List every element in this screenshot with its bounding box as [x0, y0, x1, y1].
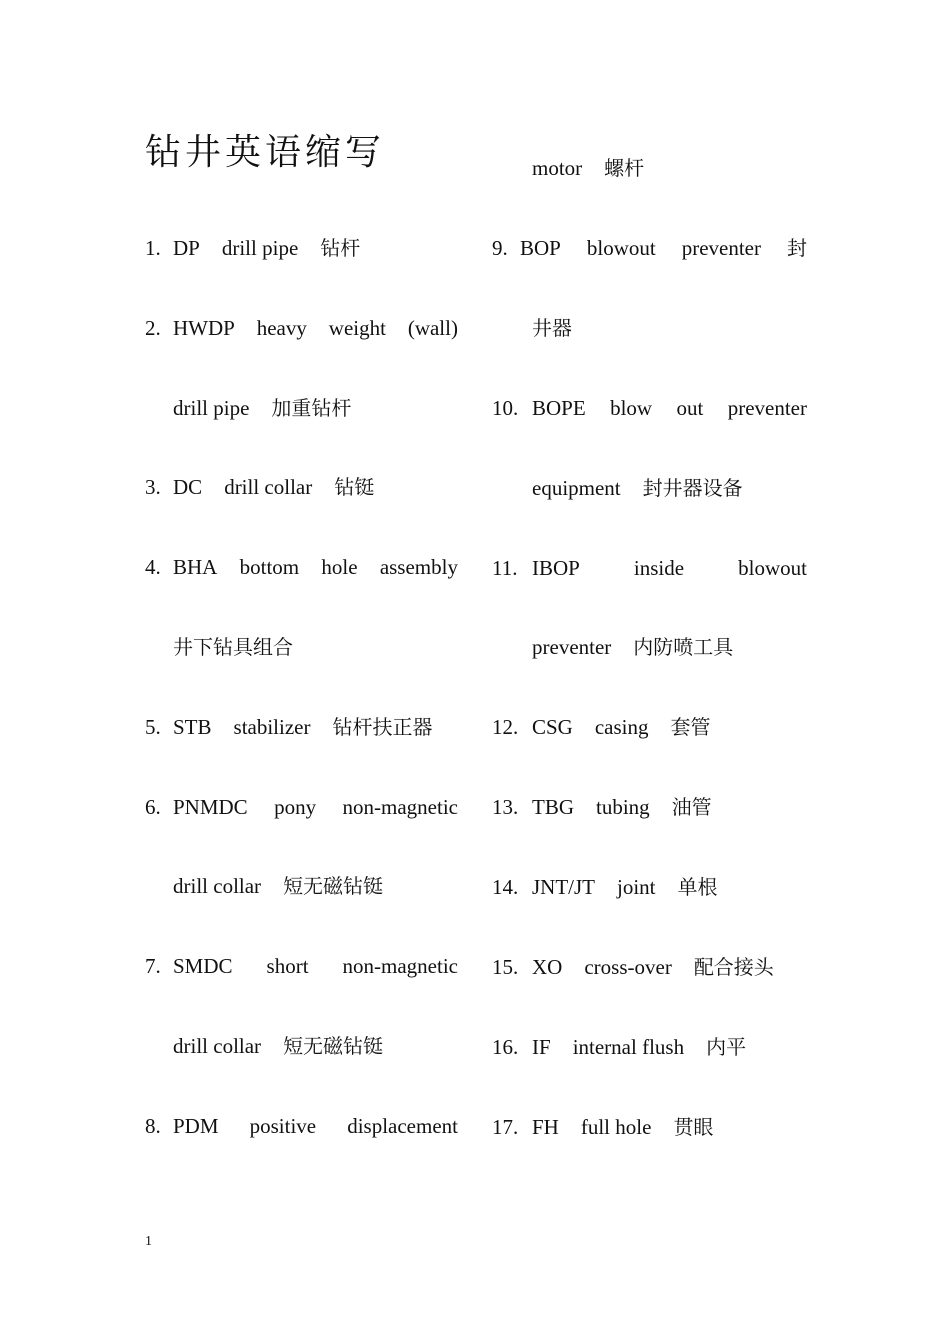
term-line [492, 473, 807, 503]
english-term: SMDC [173, 954, 233, 979]
term-line [145, 233, 458, 263]
english-term: full hole [580, 1114, 652, 1139]
english-term: assembly [379, 555, 458, 580]
english-term: BOP [520, 235, 561, 260]
english-term: STB [173, 714, 212, 739]
term-text [173, 951, 458, 981]
english-term: out [676, 395, 704, 420]
english-term: (wall) [407, 315, 458, 340]
english-term: weight [328, 315, 386, 340]
english-term: casing [594, 715, 649, 740]
term-text [532, 952, 807, 982]
english-term: CSG [532, 715, 573, 740]
term-line [145, 871, 458, 901]
term-text [532, 792, 807, 822]
english-term: HWDP [173, 315, 235, 340]
english-term: IBOP [532, 555, 580, 580]
english-term: heavy [256, 315, 307, 340]
item-number: 1. [145, 236, 161, 260]
chinese-term: 配合接头 [693, 955, 774, 979]
term-line [145, 951, 458, 981]
term-text [173, 233, 458, 263]
item-number: 17. [492, 1114, 519, 1139]
english-term: DC [173, 475, 203, 500]
item-number: 3. [145, 475, 161, 500]
item-number: 13. [492, 795, 519, 820]
english-term: PDM [173, 1113, 219, 1138]
english-term: drill collar [173, 1034, 262, 1058]
term-text [532, 553, 807, 583]
term-line [492, 872, 807, 902]
english-term: tubing [596, 795, 650, 820]
page-number: 1 [145, 1234, 152, 1249]
term-line [492, 393, 807, 423]
chinese-term: 封 [787, 235, 807, 260]
english-term: stabilizer [233, 714, 311, 739]
english-term: DP [173, 236, 200, 260]
english-term: IF [532, 1034, 551, 1059]
term-text [532, 153, 807, 183]
english-term: non-magnetic [342, 794, 458, 819]
term-line [145, 1111, 458, 1141]
english-term: blow [610, 395, 653, 420]
chinese-term: 套管 [670, 715, 711, 740]
term-line [492, 1112, 807, 1142]
chinese-term: 短无磁钻铤 [283, 1034, 384, 1058]
chinese-term: 钻铤 [334, 475, 375, 500]
term-line [492, 632, 807, 662]
term-line [145, 393, 458, 423]
english-term: XO [532, 955, 563, 979]
english-term: TBG [532, 795, 574, 820]
english-term: BHA [173, 555, 218, 580]
english-term: preventer [681, 235, 761, 260]
english-term: bottom [239, 555, 300, 580]
english-term: BOPE [532, 395, 586, 420]
english-term: displacement [347, 1113, 458, 1138]
term-text [532, 872, 807, 902]
english-term: inside [633, 555, 685, 580]
chinese-term: 内防喷工具 [633, 635, 734, 660]
chinese-term: 井下钻具组合 [173, 635, 293, 659]
term-line [492, 313, 807, 343]
chinese-term: 螺杆 [604, 156, 645, 180]
english-term: joint [617, 875, 656, 900]
item-number: 14. [492, 875, 519, 900]
term-text [532, 393, 807, 423]
term-line [492, 153, 807, 183]
page-title: 钻井英语缩写 [145, 132, 386, 173]
item-number: 2. [145, 315, 161, 340]
term-line [145, 1031, 458, 1061]
chinese-term: 短无磁钻铤 [283, 874, 384, 899]
item-number: 15. [492, 955, 519, 979]
term-text [173, 792, 458, 822]
term-line [145, 552, 458, 582]
term-text [173, 313, 458, 343]
term-text [532, 712, 807, 742]
term-line [145, 792, 458, 822]
chinese-term: 井器 [532, 315, 572, 340]
english-term: internal flush [572, 1034, 685, 1059]
english-term: PNMDC [173, 794, 248, 819]
chinese-term: 封井器设备 [642, 475, 743, 500]
chinese-term: 单根 [677, 875, 718, 900]
item-number: 5. [145, 714, 161, 739]
english-term: hole [321, 555, 358, 580]
english-term: short [266, 954, 309, 979]
english-term: preventer [532, 635, 612, 660]
term-text [520, 233, 807, 263]
item-number: 6. [145, 794, 161, 819]
term-line [492, 712, 807, 742]
term-text [173, 1031, 458, 1061]
chinese-term: 钻杆 [320, 236, 361, 260]
item-number: 7. [145, 954, 161, 979]
chinese-term: 内平 [706, 1034, 747, 1059]
english-term: motor [532, 156, 583, 180]
term-line [492, 233, 807, 263]
chinese-term: 钻杆扶正器 [332, 714, 433, 739]
chinese-term: 油管 [671, 795, 712, 820]
term-text [532, 313, 807, 343]
term-text [173, 632, 458, 662]
term-text [532, 473, 807, 503]
term-text [532, 1112, 807, 1142]
term-line [145, 313, 458, 343]
english-term: drill pipe [173, 395, 250, 420]
chinese-term: 贯眼 [673, 1114, 714, 1139]
english-term: non-magnetic [342, 954, 458, 979]
term-text [532, 632, 807, 662]
english-term: blowout [586, 235, 656, 260]
term-text [173, 472, 458, 502]
item-number: 10. [492, 395, 519, 420]
term-text [173, 871, 458, 901]
english-term: FH [532, 1114, 559, 1139]
term-text [173, 552, 458, 582]
english-term: drill pipe [221, 236, 299, 260]
term-text [532, 1032, 807, 1062]
english-term: preventer [727, 395, 807, 420]
item-number: 11. [492, 555, 518, 580]
item-number: 16. [492, 1034, 519, 1059]
term-line [145, 472, 458, 502]
english-term: equipment [532, 475, 621, 500]
item-number: 4. [145, 555, 161, 580]
english-term: pony [274, 794, 317, 819]
term-line [492, 952, 807, 982]
english-term: positive [249, 1113, 317, 1138]
english-term: cross-over [584, 955, 672, 979]
term-line [145, 712, 458, 742]
term-text [173, 712, 458, 742]
item-number: 9. [492, 235, 508, 260]
term-text [173, 1111, 458, 1141]
term-line [492, 1032, 807, 1062]
english-term: JNT/JT [532, 875, 595, 900]
item-number: 8. [145, 1113, 161, 1138]
chinese-term: 加重钻杆 [271, 395, 352, 420]
term-line [492, 553, 807, 583]
english-term: blowout [738, 555, 807, 580]
english-term: drill collar [173, 874, 262, 899]
item-number: 12. [492, 715, 519, 740]
english-term: drill collar [224, 475, 313, 500]
term-line [492, 792, 807, 822]
term-line [145, 632, 458, 662]
term-text [173, 393, 458, 423]
